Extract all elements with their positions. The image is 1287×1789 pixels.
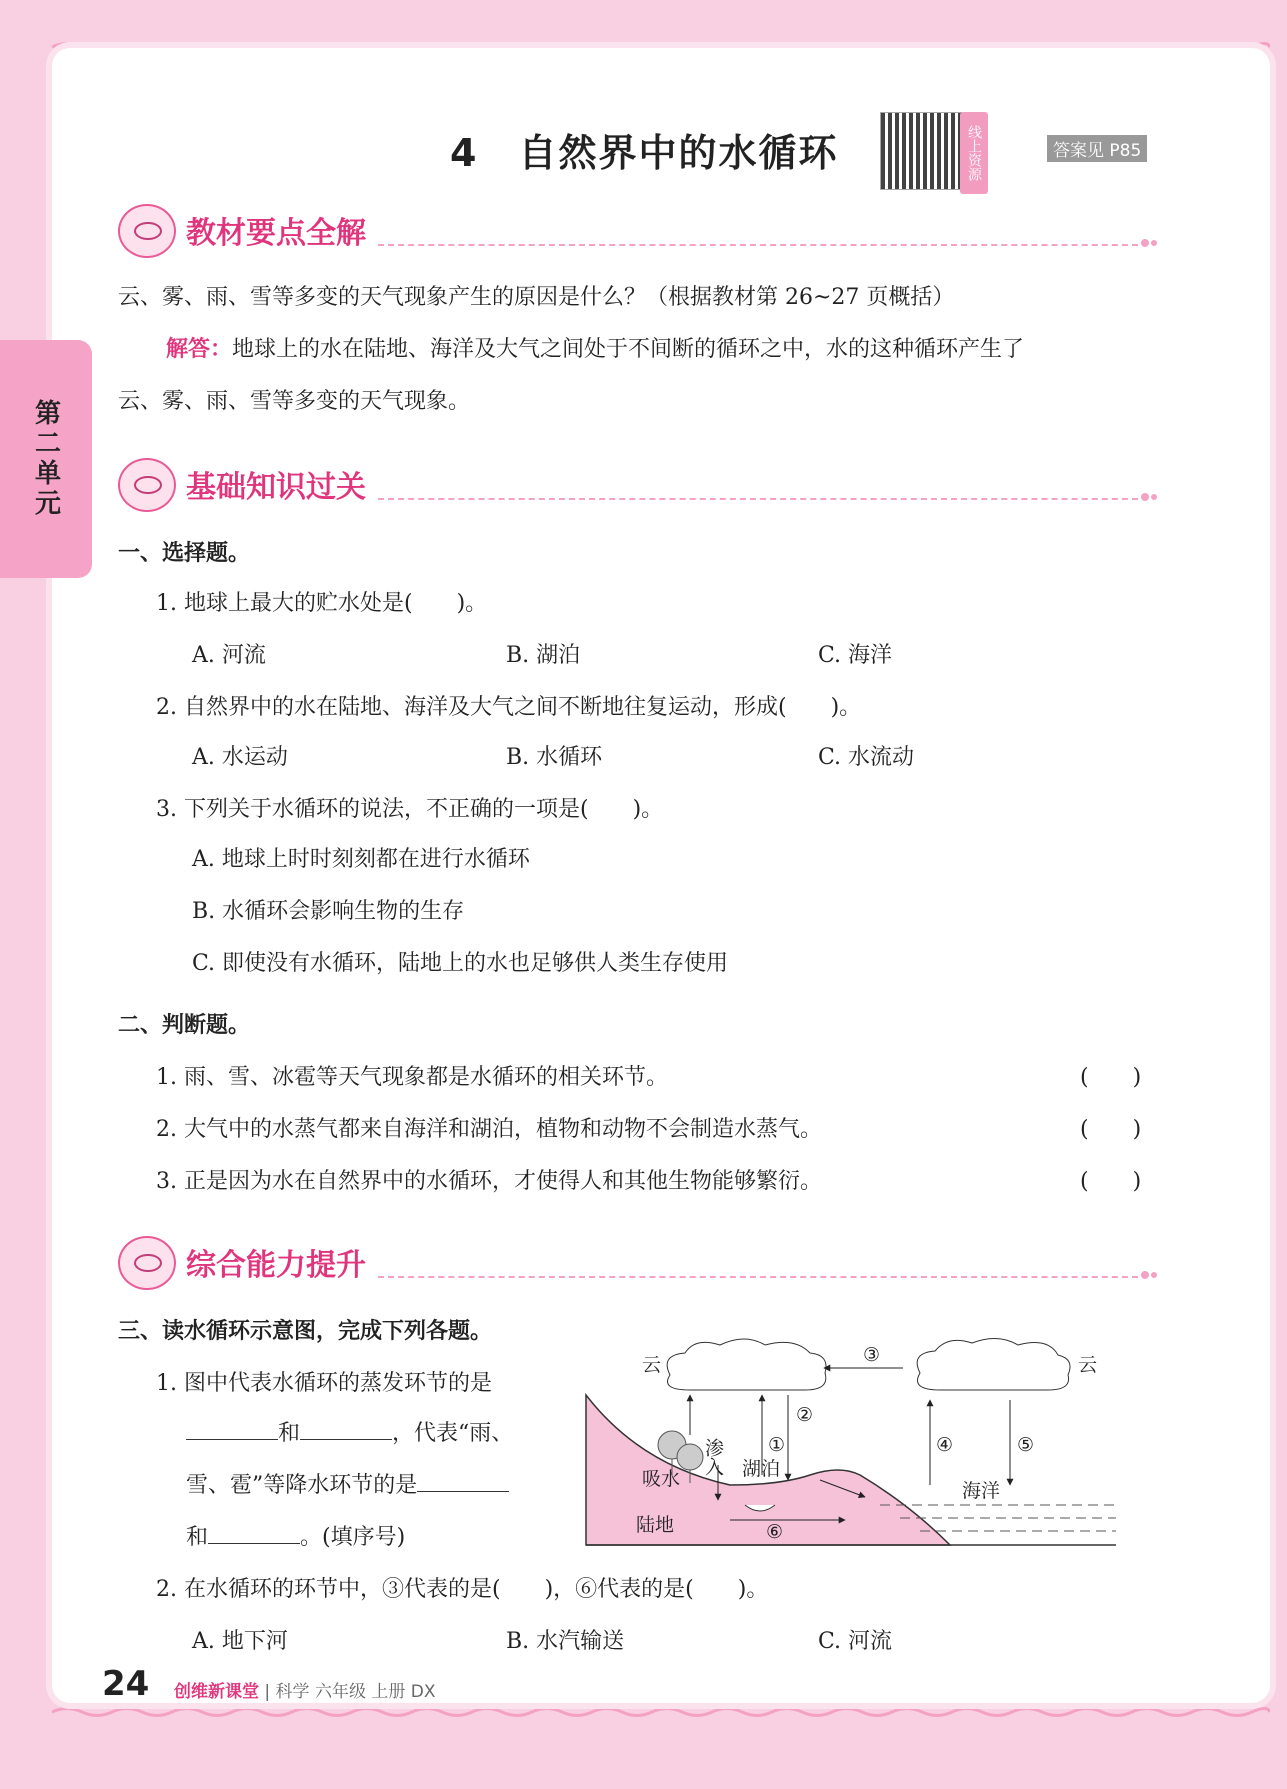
diagram-q2-option-a[interactable]: A. 地下河 <box>192 1629 288 1654</box>
choice-q3-option-c[interactable]: C. 即使没有水循环，陆地上的水也足够供人类生存使用 <box>192 951 729 976</box>
diagram-q2-option-c[interactable]: C. 河流 <box>818 1629 893 1654</box>
unit-side-tab <box>0 340 92 578</box>
qr-code-icon[interactable] <box>880 112 962 190</box>
cloud-right-label: 云 <box>1078 1354 1098 1376</box>
choice-q2-option-c[interactable]: C. 水流动 <box>818 745 915 770</box>
key-question: 云、雾、雨、雪等多变的天气现象产生的原因是什么？（根据教材第 26~27 页概括） <box>118 285 955 310</box>
blank-evap-2[interactable] <box>300 1421 392 1440</box>
label-4: ④ <box>936 1434 954 1456</box>
unit-label: 第二单元 <box>30 399 61 519</box>
water-cycle-diagram <box>580 1335 1140 1555</box>
section-title: 基础知识过关 <box>186 470 366 505</box>
judge-q1: 1. 雨、雪、冰雹等天气现象都是水循环的相关环节。 <box>156 1065 668 1090</box>
section-header-key-points <box>118 204 1158 252</box>
judge-q1-answer-box[interactable]: ( ) <box>1080 1065 1142 1090</box>
mascot-icon <box>118 458 176 512</box>
dots-icon <box>1140 1268 1158 1282</box>
right-cloud <box>917 1338 1070 1390</box>
mascot-icon <box>118 204 176 258</box>
judge-q3: 3. 正是因为水在自然界中的水循环，才使得人和其他生物能够繁衍。 <box>156 1169 822 1194</box>
lesson-title: 4 自然界中的水循环 <box>450 131 839 175</box>
label-6: ⑥ <box>766 1521 784 1543</box>
dots-icon <box>1140 236 1158 250</box>
choice-q2-option-a[interactable]: A. 水运动 <box>192 745 288 770</box>
part2-title: 二、判断题。 <box>118 1013 251 1038</box>
section-header-basics <box>118 458 1158 506</box>
judge-q2-answer-box[interactable]: ( ) <box>1080 1117 1142 1142</box>
diagram-q2: 2. 在水循环的环节中，③代表的是( )，⑥代表的是( )。 <box>156 1577 769 1602</box>
choice-q1: 1. 地球上最大的贮水处是( )。 <box>156 591 488 616</box>
label-1: ① <box>768 1434 786 1456</box>
choice-q2: 2. 自然界中的水在陆地、海洋及大气之间不断地往复运动，形成( )。 <box>156 695 862 720</box>
key-answer-line1 <box>166 332 1024 363</box>
diagram-q2-option-b[interactable]: B. 水汽输送 <box>506 1629 625 1654</box>
seep-label: 渗入 <box>702 1438 724 1476</box>
absorb-label: 吸水 <box>642 1468 681 1490</box>
choice-q3: 3. 下列关于水循环的说法，不正确的一项是( )。 <box>156 797 664 822</box>
bottom-wave-border <box>52 1705 1270 1719</box>
dashed-divider <box>378 498 1138 500</box>
diagram-q1-line4: 和 。(填序号) <box>186 1525 406 1550</box>
blank-precip-2[interactable] <box>208 1525 300 1544</box>
diagram-q1-line2: 和 ，代表“雨、 <box>186 1416 513 1447</box>
section-title: 综合能力提升 <box>186 1248 366 1283</box>
online-resource-tag: 线上资源 <box>960 112 988 194</box>
book-info: | 科学 六年级 上册 DX <box>264 1682 436 1702</box>
part1-title: 一、选择题。 <box>118 541 251 566</box>
footer-info <box>174 1677 436 1702</box>
answer-label: 解答： <box>166 337 233 362</box>
dashed-divider <box>378 1276 1138 1278</box>
diagram-q1-line1: 1. 图中代表水循环的蒸发环节的是 <box>156 1371 492 1396</box>
choice-q1-option-b[interactable]: B. 湖泊 <box>506 643 581 668</box>
mascot-icon <box>118 1236 176 1290</box>
ocean-label: 海洋 <box>962 1480 1001 1502</box>
part3-title: 三、读水循环示意图，完成下列各题。 <box>118 1319 493 1344</box>
blank-evap-1[interactable] <box>186 1421 278 1440</box>
section-title: 教材要点全解 <box>186 216 366 251</box>
choice-q3-option-b[interactable]: B. 水循环会影响生物的生存 <box>192 899 465 924</box>
choice-q2-option-b[interactable]: B. 水循环 <box>506 745 603 770</box>
choice-q3-option-a[interactable]: A. 地球上时时刻刻都在进行水循环 <box>192 847 530 872</box>
dots-icon <box>1140 490 1158 504</box>
left-cloud <box>667 1339 826 1390</box>
land-label: 陆地 <box>636 1514 675 1536</box>
dashed-divider <box>378 244 1138 246</box>
cloud-left-label: 云 <box>642 1354 662 1376</box>
lake-label: 湖泊 <box>742 1458 781 1480</box>
choice-q1-option-a[interactable]: A. 河流 <box>192 643 266 668</box>
blank-precip-1[interactable] <box>417 1473 509 1492</box>
label-5: ⑤ <box>1017 1434 1035 1456</box>
brand-name: 创维新课堂 <box>174 1682 259 1702</box>
answer-reference-badge: 答案见 P85 <box>1047 135 1147 162</box>
section-header-advanced <box>118 1236 1158 1284</box>
page-number: 24 <box>102 1664 150 1704</box>
judge-q3-answer-box[interactable]: ( ) <box>1080 1169 1142 1194</box>
key-answer-line2: 云、雾、雨、雪等多变的天气现象。 <box>118 389 471 414</box>
judge-q2: 2. 大气中的水蒸气都来自海洋和湖泊，植物和动物不会制造水蒸气。 <box>156 1117 822 1142</box>
answer-text: 地球上的水在陆地、海洋及大气之间处于不间断的循环之中，水的这种循环产生了 <box>232 337 1025 362</box>
diagram-q1-line3: 雪、雹”等降水环节的是 <box>186 1468 509 1499</box>
label-3: ③ <box>863 1344 881 1366</box>
label-2: ② <box>796 1404 814 1426</box>
choice-q1-option-c[interactable]: C. 海洋 <box>818 643 893 668</box>
